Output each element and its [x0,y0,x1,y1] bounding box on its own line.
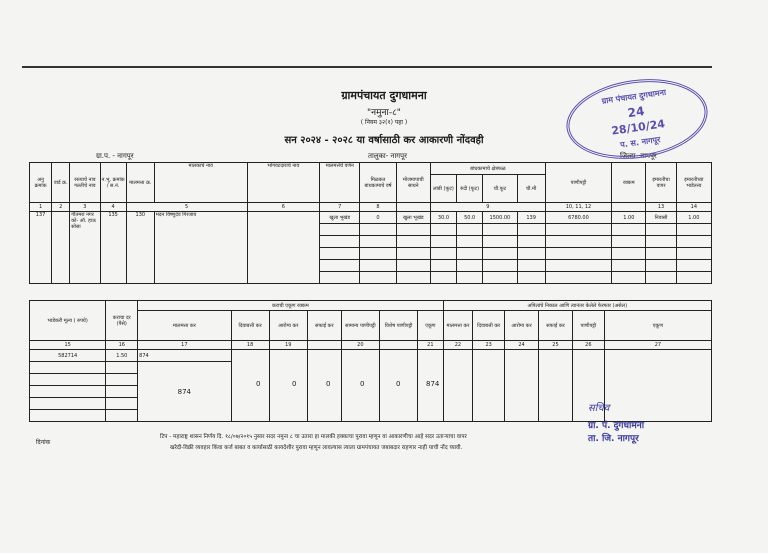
col-appeal-health: आरोग्य कर [505,311,539,341]
form-name: "नमुना-८" [367,108,401,118]
signature: सचिव [588,403,610,414]
district-label: जिल्हा- नागपूर [620,152,657,160]
col-area: बांधकामाचे क्षेत्रफळ [430,163,545,175]
col-sqm: चौ.मी [517,175,545,203]
col-special-water: विशेष पाणीपट्टी [379,311,417,341]
top-rule [22,66,712,68]
table-row: 137 गौतमरा नगर को- ऑ. हाऊ सोसा 135 130 मदन विष्णुदेव गिरजाय खुला भूखंड 0 खुला भूखंड 30.0 50.0 1500.00 139 6780.00 1.00 निवासी 1.00 [30,212,712,224]
table-row: 582714 1.50 874 [30,350,712,362]
lighting-value: 0 [256,380,261,388]
col-length: लांबी (फूट) [430,175,456,203]
col-water: पाणीपट्टी [545,163,611,203]
col-appeal-property: मालमत्ता कर [443,311,473,341]
col-amount: रक्कम [612,163,646,203]
col-occupant: भोगवटदाराचे नाव [247,163,320,203]
col-street: रस्त्याचे नाव गल्लीचे नाव [70,163,100,203]
column-number-row: 15 16 17 18 19 20 21 22 23 24 25 26 27 [30,341,712,350]
date-label: दिनांक [36,439,51,446]
village-label: ग्रा.प. - नागपूर [96,152,134,160]
taluka-label: तालुका- नागपूर [368,152,407,160]
signature-office: ग्रा. पं. दुगधामना [588,421,645,431]
col-year: मिळकत बांधकामाचे वर्ष [360,163,396,203]
signature-district: ता. जि. नागपूर [588,434,639,444]
official-stamp: ग्राम पंचायत दुगधामना 24 28/10/24 प. स. नागपूर [561,70,712,167]
col-cleaning-tax: सफाई कर [307,311,341,341]
col-survey: न.भू. क्रमांक / स.नं. [100,163,126,203]
col-rent: इमारतीच्या भाडेतत्त्व [676,163,711,203]
col-tax-rate: कराचा दर (पैसे) [106,301,138,341]
register-heading: सन २०२४ - २०२८ या वर्षासाठी कर आकारणी नोंदवही [284,135,484,146]
col-width: रुंदी (फूट) [457,175,483,203]
col-general-water: सामान्य पाणीपट्टी [341,311,379,341]
col-health-tax: आरोग्य कर [269,311,307,341]
col-tax-total-group: कराची एकूण रक्कम [138,301,443,311]
col-lighting-tax: दिवाबत्ती कर [231,311,269,341]
col-appeal-total: एकूण [604,311,711,341]
health-value: 0 [292,380,297,388]
col-measurement: मोजमापाची साधने [396,163,430,203]
note-line-1: टिप - महाराष्ट्र शासन निर्णय दि. १८/०७/२०१५ नुसार सदर नमुना ८ चा उतारा हा मालकी हक्काचा पुरावा म्हणून वा आकारणीचा आहे सदर उताऱ्याचा वापर [160,434,467,440]
total-value: 874 [426,380,440,388]
note-line-2: खरेदी-विक्री व्यवहार किंवा कर्ज बाबत व कार्यासाठी कायदेशीर पुरावा म्हणून लावल्यास त्याला ग्रामपंचायत जबाबदार राहणार नाही याची नोंद घ्यावी. [170,445,463,451]
cleaning-value: 0 [326,380,331,388]
rule-reference: ( नियम ३२(१) पहा ) [360,119,408,126]
col-sqft: चौ.फूट [483,175,517,203]
col-property-tax: मालमत्ता कर [138,311,231,341]
col-total: एकूण [418,311,443,341]
col-appeal-cleaning: सफाई कर [539,311,573,341]
col-rental-value: भाडेकरी मूल्य ( रुपये) [30,301,106,341]
col-ward: वार्ड क्र. [52,163,70,203]
col-appeal-lighting: दिवाबत्ती कर [473,311,505,341]
signature-block [588,400,678,444]
col-property: मालमत्ता क्र. [126,163,154,203]
col-serial: अनु क्रमांक [30,163,52,203]
general-water-value: 0 [360,380,365,388]
col-owner: मालकाचे नाव [154,163,247,203]
special-water-value: 0 [396,380,401,388]
document-title: ग्रामपंचायत दुगधामना [341,89,427,102]
column-number-row: 1 2 3 4 5 6 7 8 9 10, 11, 12 13 14 [30,203,712,212]
assessment-table [29,162,712,284]
col-usage: इमारतीचा वापर [646,163,676,203]
col-appeal-group: अपिलांचे निकाल आणि त्यानंतर केलेले फेरफार (असेल) [443,301,711,311]
col-description: मालमत्तेचे वर्णन [320,163,360,203]
col-appeal-water: पाणीपट्टी [572,311,604,341]
tax-table: भाडेकरी मूल्य ( रुपये) कराचा दर (पैसे) कराची एकूण रक्कम अपिलांचे निकाल आणि त्यानंतर केलेले फेरफार (असेल) मालमत्ता कर दिवाबत्ती कर आरोग्य कर सफाई कर सामान्य पाणीपट्टी विशेष पाणीपट्टी एकूण मालमत्ता कर दिवाबत्ती कर आरोग्य कर सफाई कर पाणीपट्टी एकूण 15 16 17 18 19 20 21 22 23 24 25 26 27 582714 1.50 874 874 [29,300,712,422]
